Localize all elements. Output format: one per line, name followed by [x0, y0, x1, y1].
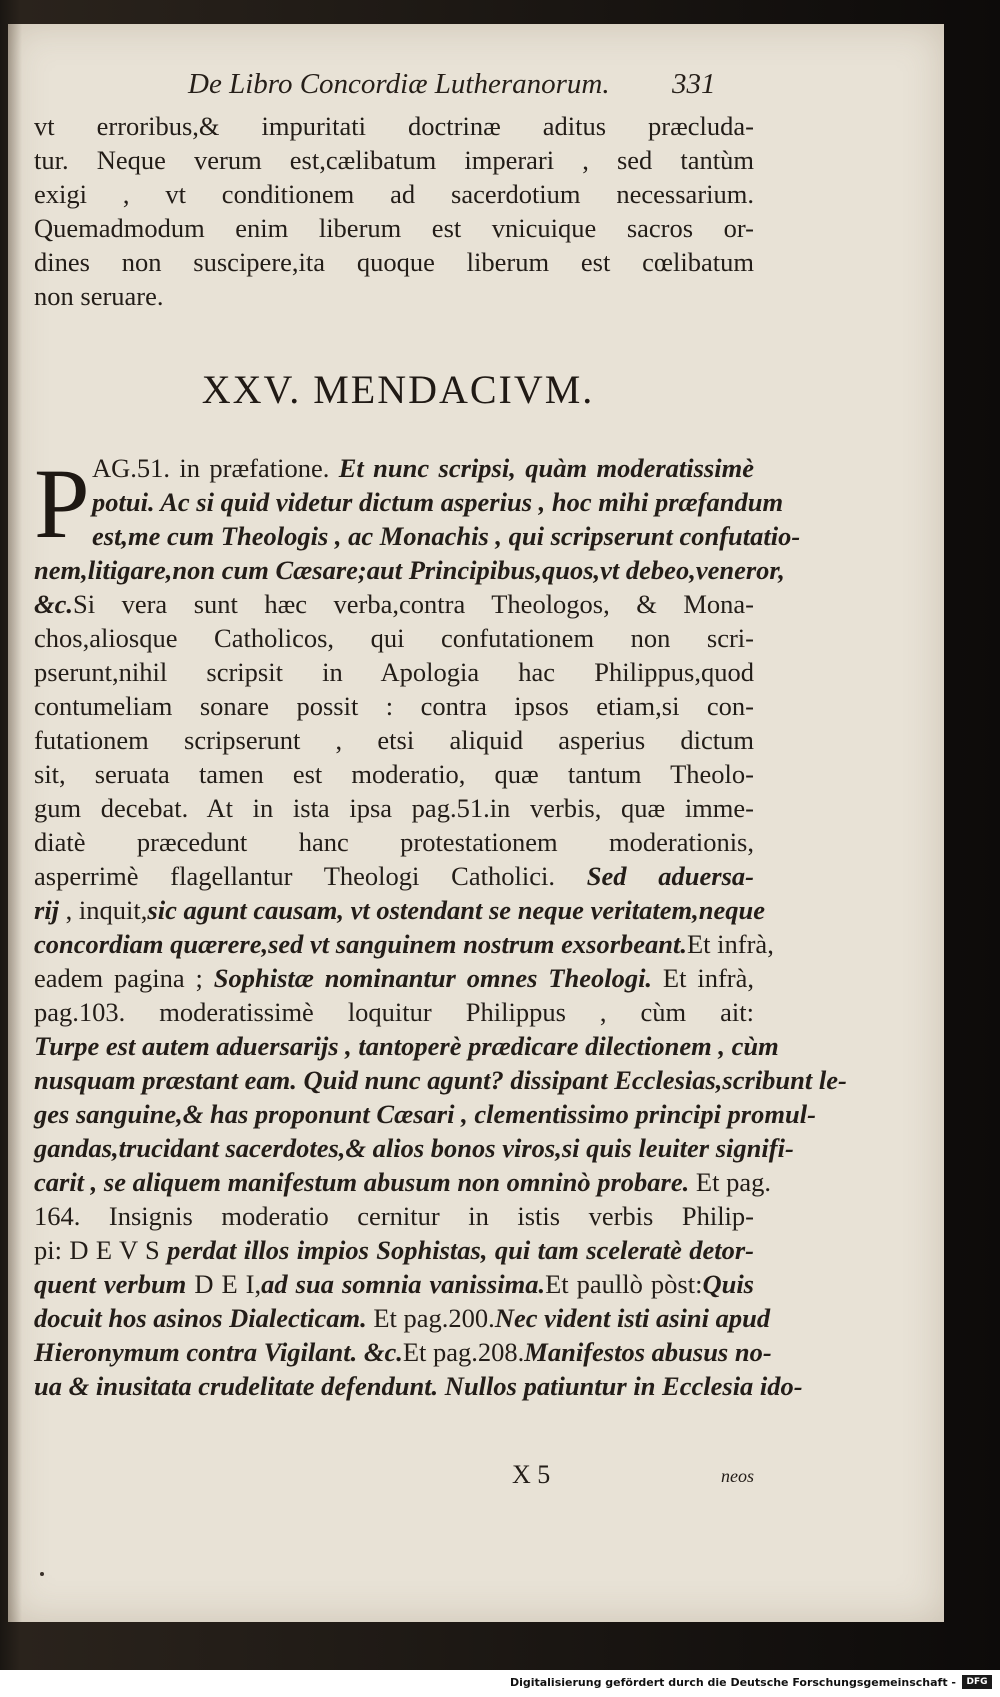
text-line: [34, 621, 754, 655]
italic-run: Turpe est autem aduersarijs , tantoperè prædicare dilectionem , cùm: [34, 1031, 779, 1061]
text-line: Quemadmodum enim liberum est vnicuique sacros or-: [34, 213, 754, 243]
roman-run: diatè præcedunt hanc protestationem moderationis,: [34, 827, 754, 857]
roman-run: sit, seruata tamen est moderatio, quæ tantum Theolo-: [34, 759, 754, 789]
italic-run: Hieronymum contra Vigilant. &c.: [34, 1337, 403, 1367]
text-line: [34, 723, 754, 757]
text-line: [34, 1267, 754, 1301]
page-speck: [40, 1572, 44, 1576]
roman-run: gum decebat. At in ista ipsa pag.51.in verbis, quæ imme-: [34, 793, 754, 823]
text-line: [34, 553, 785, 587]
roman-run: Et infrà,: [652, 963, 754, 993]
text-line: [34, 519, 801, 553]
text-line: [34, 451, 754, 485]
roman-run: futationem scripserunt , etsi aliquid asperius dictum: [34, 725, 754, 755]
roman-run: Et pag.200.: [366, 1303, 495, 1333]
text-line: [34, 1335, 772, 1369]
roman-run: eadem pagina ;: [34, 963, 214, 993]
italic-run: Sophistæ nominantur omnes Theologi.: [213, 963, 653, 993]
roman-run: Et pag.: [689, 1167, 771, 1197]
roman-run: D E I,: [194, 1269, 262, 1299]
italic-run: rij: [34, 895, 60, 925]
text-line: [34, 1131, 794, 1165]
italic-run: Manifestos abusus no-: [524, 1337, 772, 1367]
italic-run: ad sua somnia vanissima.: [261, 1269, 546, 1299]
text-line: exigi , vt conditionem ad sacerdotium necessarium.: [34, 179, 754, 209]
italic-run: Sed aduersa-: [586, 861, 754, 891]
text-line: [34, 791, 754, 825]
paragraph-continuation: [34, 109, 754, 313]
text-line: [34, 689, 754, 723]
italic-run: &c.: [34, 589, 73, 619]
italic-run: est,me cum Theologis , ac Monachis , qui scripserunt confutatio-: [92, 521, 801, 551]
text-line: [34, 1165, 771, 1199]
text-line: [34, 961, 754, 995]
text-line: [34, 1233, 754, 1267]
text-line: dines non suscipere,ita quoque liberum est cœlibatum: [34, 247, 754, 277]
text-line: [34, 893, 765, 927]
italic-run: quent verbum: [34, 1269, 195, 1299]
footer-credit: Digitalisierung gefördert durch die Deutsche Forschungsgemeinschaft -: [509, 1676, 956, 1689]
italic-run: ges sanguine,& has proponunt Cæsari , clementissimo principi promul-: [34, 1099, 816, 1129]
text-line: [34, 1301, 771, 1335]
roman-run: pag.103. moderatissimè loquitur Philippus , cùm ait:: [34, 997, 754, 1027]
text-line: [34, 1029, 779, 1063]
italic-run: Et nunc scripsi, quàm moderatissimè: [338, 453, 754, 483]
roman-run: chos,aliosque Catholicos, qui confutationem non scri-: [34, 623, 754, 653]
text-line: vt erroribus,& impuritati doctrinæ aditus præcluda-: [34, 111, 754, 141]
roman-run: asperrimè flagellantur Theologi Catholici.: [34, 861, 587, 891]
running-head: De Libro Concordiæ Lutheranorum.: [188, 68, 610, 100]
italic-run: Nec vident isti asini apud: [494, 1303, 771, 1333]
text-line: non seruare.: [34, 281, 164, 311]
text-line: tur. Neque verum est,cælibatum imperari , sed tantùm: [34, 145, 754, 175]
italic-run: gandas,trucidant sacerdotes,& alios bonos viros,si quis leuiter signifi-: [34, 1133, 794, 1163]
book-page: [8, 24, 944, 1622]
signature-mark: X 5: [512, 1460, 551, 1489]
text-line: [34, 995, 754, 1029]
italic-run: potui. Ac si quid videtur dictum asperius , hoc mihi præfandum: [92, 487, 784, 517]
italic-run: concordiam quærere,sed vt sanguinem nostrum exsorbeant.: [34, 929, 687, 959]
roman-run: Et paullò pòst:: [545, 1269, 703, 1299]
roman-run: Et pag.208.: [402, 1337, 525, 1367]
dfg-logo: DFG: [962, 1675, 992, 1689]
roman-run: pi: D E V S: [34, 1235, 168, 1265]
roman-run: Si vera sunt hæc verba,contra Theologos, & Mona-: [73, 589, 754, 619]
footer-bar: [0, 1670, 1000, 1697]
italic-run: docuit hos asinos Dialecticam.: [34, 1303, 367, 1333]
roman-run: pserunt,nihil scripsit in Apologia hac Philippus,quod: [34, 657, 754, 687]
text-line: [34, 825, 754, 859]
catchword: neos: [721, 1466, 754, 1486]
section-heading: XXV. MENDACIVM.: [201, 367, 595, 412]
text-line: [34, 757, 754, 791]
text-line: [34, 655, 754, 689]
italic-run: carit , se aliquem manifestum abusum non omninò probare.: [34, 1167, 690, 1197]
text-line: [34, 1199, 754, 1233]
text-line: [34, 859, 754, 893]
text-line: [34, 485, 784, 519]
italic-run: ua & inusitata crudelitate defendunt. Nullos patiuntur in Ecclesia ido-: [34, 1371, 803, 1401]
italic-run: sic agunt causam, vt ostendant se neque veritatem,neque: [147, 895, 765, 925]
italic-run: perdat illos impios Sophistas, qui tam sceleratè detor-: [167, 1235, 754, 1265]
text-line: [34, 927, 774, 961]
italic-run: nem,litigare,non cum Cæsare;aut Principibus,quos,vt debeo,veneror,: [34, 555, 785, 585]
roman-run: Et infrà,: [687, 929, 774, 959]
text-line: [34, 587, 754, 621]
roman-run: 164. Insignis moderatio cernitur in istis verbis Philip-: [34, 1201, 754, 1231]
page-number: 331: [672, 68, 716, 100]
roman-run: , inquit,: [59, 895, 148, 925]
roman-run: contumeliam sonare possit : contra ipsos etiam,si con-: [34, 691, 754, 721]
text-line: [34, 1369, 803, 1403]
roman-run: AG.51. in præfatione.: [92, 453, 339, 483]
text-line: [34, 1063, 847, 1097]
paragraph-main: [34, 448, 847, 1403]
drop-cap: P: [34, 448, 90, 559]
italic-run: nusquam præstant eam. Quid nunc agunt? dissipant Ecclesias,scribunt le-: [34, 1065, 847, 1095]
text-line: [34, 1097, 816, 1131]
italic-run: Quis: [702, 1269, 754, 1299]
